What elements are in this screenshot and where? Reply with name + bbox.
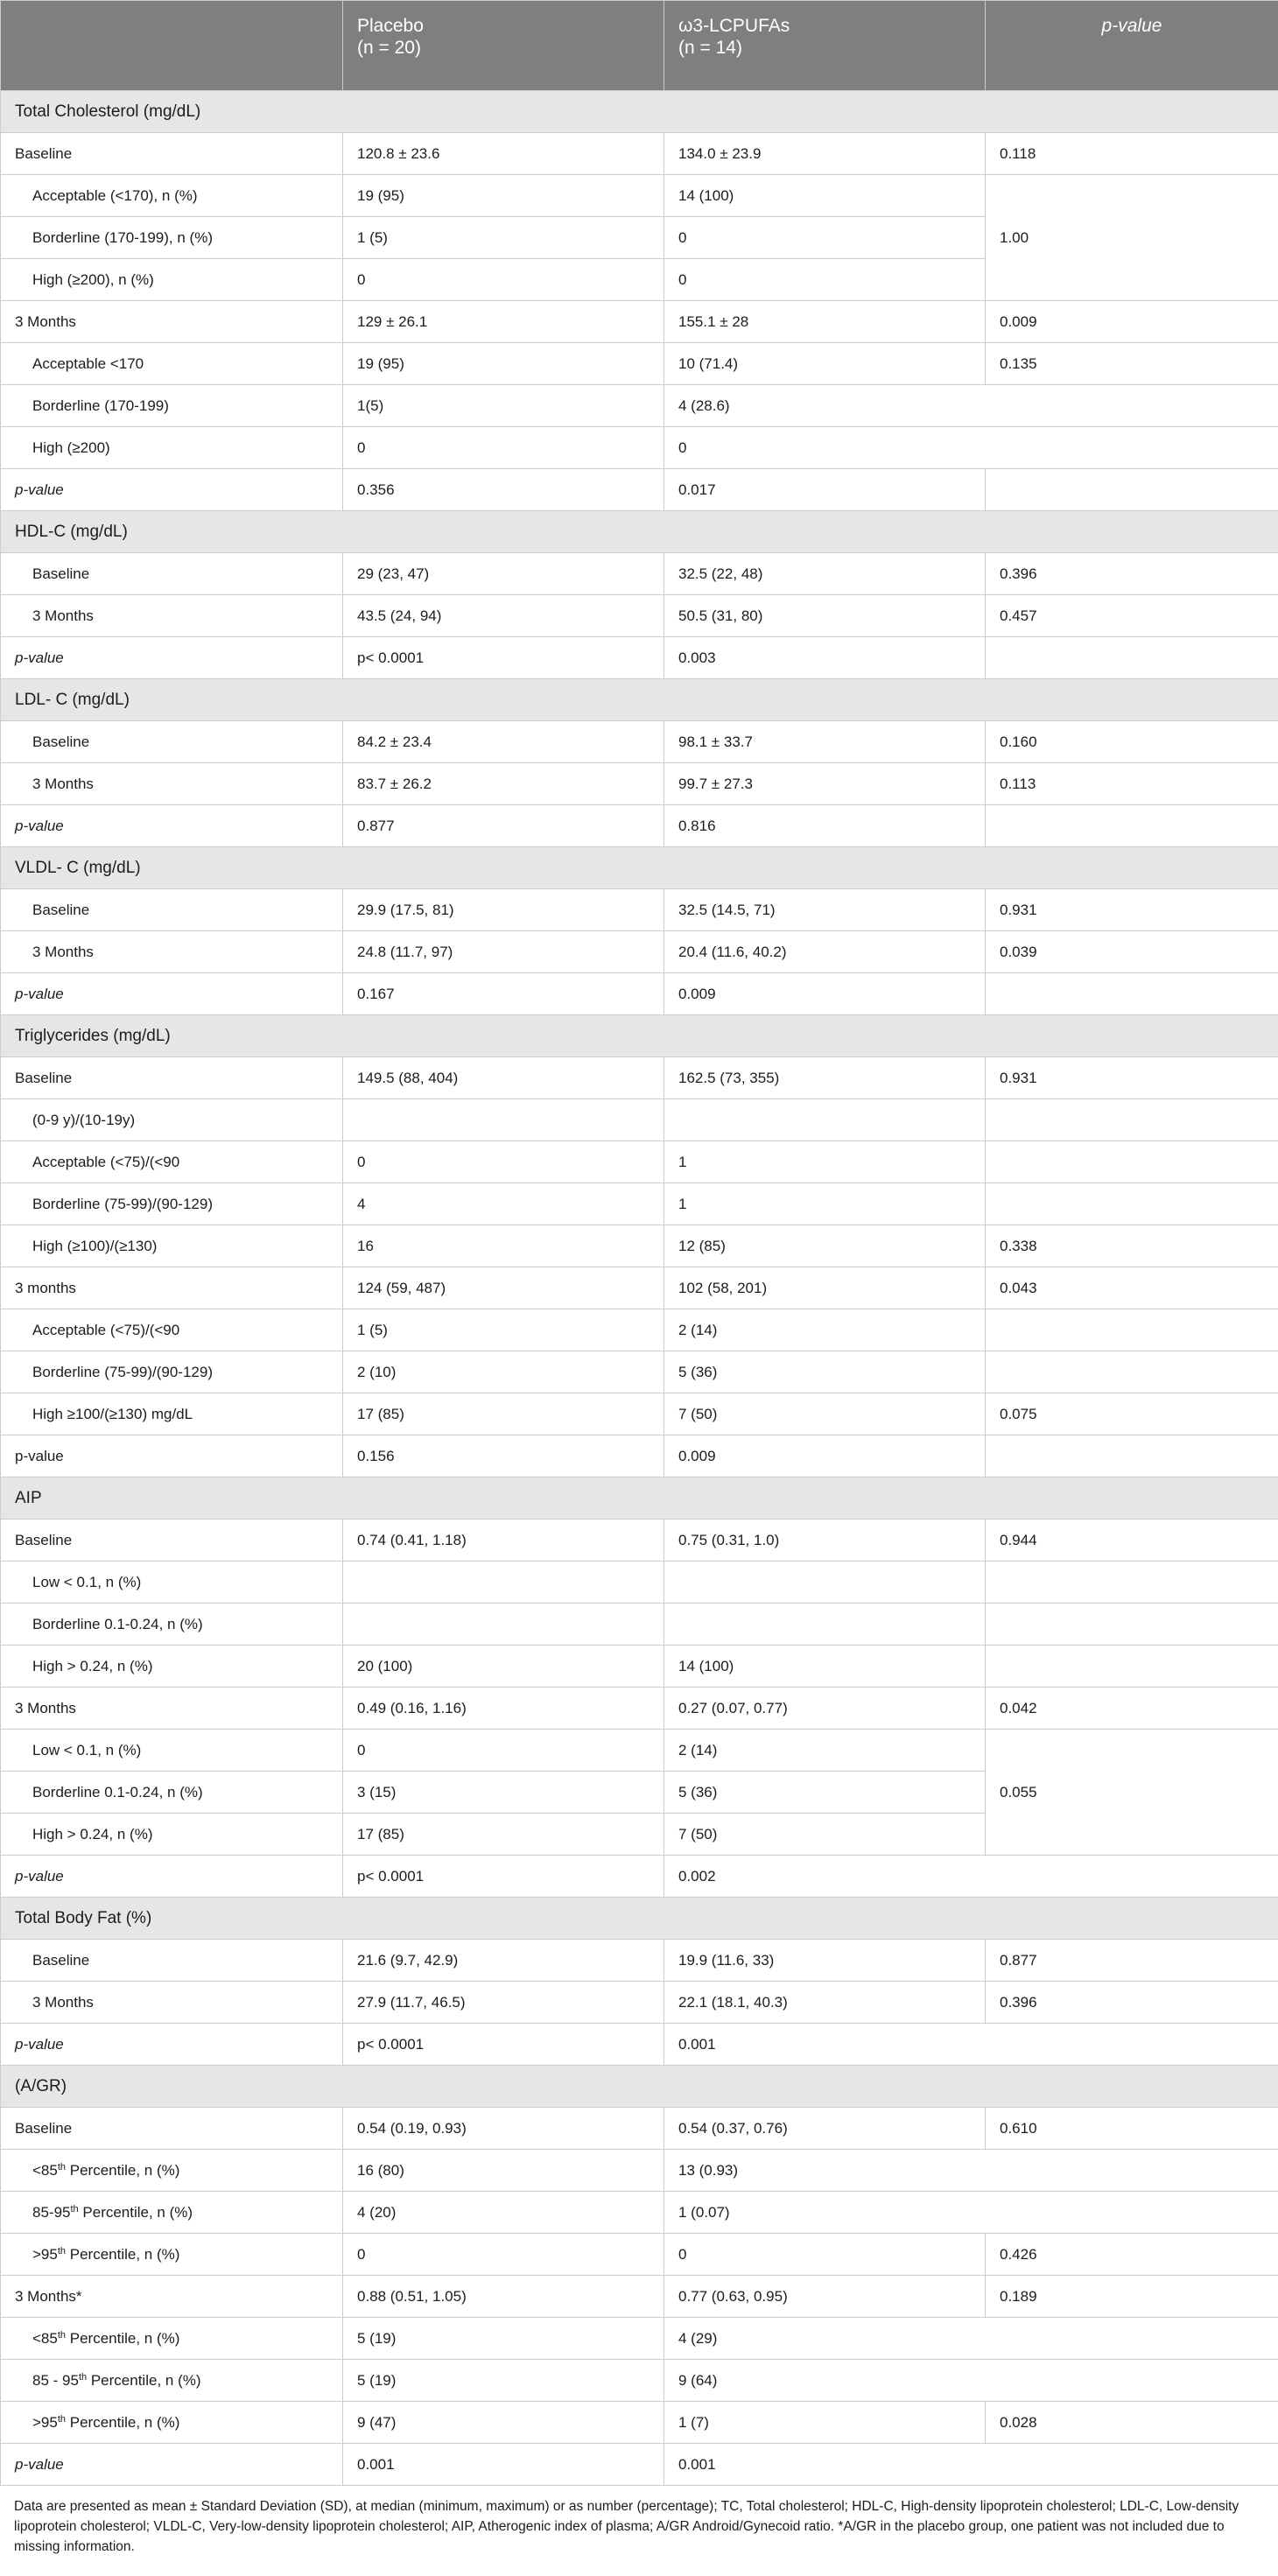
- label-part: >95: [32, 2413, 58, 2431]
- row-label: [1, 2360, 343, 2402]
- omega-cell: 50.5 (31, 80): [664, 595, 986, 637]
- row-label: [1, 2150, 343, 2192]
- placebo-cell: 1 (5): [343, 217, 664, 259]
- placebo-cell: 0.167: [343, 973, 664, 1015]
- table-row: [1, 1351, 1278, 1393]
- header-p-value: p-value: [986, 1, 1278, 91]
- placebo-cell: 9 (47): [343, 2402, 664, 2444]
- placebo-cell: 24.8 (11.7, 97): [343, 931, 664, 973]
- placebo-cell: 17 (85): [343, 1393, 664, 1435]
- p-value-cell: 0.135: [986, 343, 1278, 385]
- omega-cell: 22.1 (18.1, 40.3): [664, 1982, 986, 2024]
- omega-cell: [664, 1604, 986, 1646]
- table-row: [1, 2192, 1278, 2234]
- placebo-cell: 27.9 (11.7, 46.5): [343, 1982, 664, 2024]
- placebo-cell: 0.156: [343, 1435, 664, 1478]
- row-label: p-value: [1, 469, 343, 511]
- label-superscript: th: [57, 2413, 67, 2425]
- omega-cell: 134.0 ± 23.9: [664, 133, 986, 175]
- table-row: [1, 1435, 1278, 1478]
- p-value-cell: [986, 1435, 1278, 1478]
- omega-cell: 0.009: [664, 1435, 986, 1478]
- table-row: [1, 1309, 1278, 1351]
- row-label: Acceptable (<75)/(<90: [1, 1141, 343, 1183]
- row-label: 3 months: [1, 1267, 343, 1309]
- omega-cell: 12 (85): [664, 1225, 986, 1267]
- placebo-cell: 0.356: [343, 469, 664, 511]
- label-part: Percentile, n (%): [66, 2413, 180, 2431]
- table-row: [1, 175, 1278, 217]
- placebo-cell: 16: [343, 1225, 664, 1267]
- p-value-cell: [986, 1183, 1278, 1225]
- row-label: Baseline: [1, 2108, 343, 2150]
- placebo-cell: [343, 1099, 664, 1141]
- table-row: [1, 343, 1278, 385]
- table-row: [1, 301, 1278, 343]
- header-variable: [1, 1, 343, 91]
- table-row: [1, 805, 1278, 847]
- section-title: Triglycerides (mg/dL): [1, 1015, 1278, 1057]
- table-row: [1, 2276, 1278, 2318]
- row-label: Borderline (75-99)/(90-129): [1, 1183, 343, 1225]
- omega-cell: 5 (36): [664, 1351, 986, 1393]
- omega-cell: 102 (58, 201): [664, 1267, 986, 1309]
- placebo-cell: 84.2 ± 23.4: [343, 721, 664, 763]
- placebo-cell: p< 0.0001: [343, 1856, 664, 1898]
- placebo-cell: 21.6 (9.7, 42.9): [343, 1940, 664, 1982]
- placebo-cell: p< 0.0001: [343, 637, 664, 679]
- table-row: [1, 1225, 1278, 1267]
- table-row: [1, 763, 1278, 805]
- row-label: 3 Months: [1, 301, 343, 343]
- p-value-cell: 0.009: [986, 301, 1278, 343]
- placebo-cell: 1(5): [343, 385, 664, 427]
- placebo-cell: 0: [343, 259, 664, 301]
- table-row: [1, 385, 1278, 427]
- table-row: [1, 889, 1278, 931]
- row-label: [1, 2318, 343, 2360]
- omega-cell: 155.1 ± 28: [664, 301, 986, 343]
- header-placebo: [343, 1, 664, 91]
- row-label: Acceptable (<75)/(<90: [1, 1309, 343, 1351]
- placebo-cell: [343, 1562, 664, 1604]
- p-value-cell: [986, 637, 1278, 679]
- table-footnote: Data are presented as mean ± Standard Deviation (SD), at median (minimum, maximum) or as number (percentage); TC, Total cholesterol; HDL-C, High-density lipoprotein cholesterol; LDL-C, Low-density lipoprotein cholesterol; VLDL-C, Very-low-density lipoprotein cholesterol; AIP, Atherogenic index of plasma; A/GR Android/Gynecoid ratio. *A/GR in the placebo group, one patient was not included due to missing information.: [14, 2499, 1239, 2554]
- section-title: HDL-C (mg/dL): [1, 511, 1278, 553]
- row-label: [1, 2192, 343, 2234]
- omega-cell: 14 (100): [664, 175, 986, 217]
- table-row: [1, 2360, 1278, 2402]
- p-value-cell: [986, 1604, 1278, 1646]
- row-label: High (≥200): [1, 427, 343, 469]
- placebo-cell: 4 (20): [343, 2192, 664, 2234]
- placebo-cell: 0.74 (0.41, 1.18): [343, 1520, 664, 1562]
- omega-cell: 32.5 (14.5, 71): [664, 889, 986, 931]
- p-value-cell: 0.931: [986, 889, 1278, 931]
- omega-cell: 10 (71.4): [664, 343, 986, 385]
- row-label: Baseline: [1, 1520, 343, 1562]
- row-label: Borderline 0.1-0.24, n (%): [1, 1772, 343, 1814]
- section-title: Total Cholesterol (mg/dL): [1, 91, 1278, 133]
- row-label: High ≥100/(≥130) mg/dL: [1, 1393, 343, 1435]
- row-label: 3 Months*: [1, 2276, 343, 2318]
- omega-cell: 5 (36): [664, 1772, 986, 1814]
- table-row: [1, 1057, 1278, 1099]
- placebo-cell: 29.9 (17.5, 81): [343, 889, 664, 931]
- p-value-cell: [986, 1351, 1278, 1393]
- label-superscript: th: [78, 2371, 88, 2383]
- placebo-cell: 19 (95): [343, 175, 664, 217]
- table-row: [1, 595, 1278, 637]
- omega-cell: 0.001: [664, 2444, 1278, 2486]
- label-part: Percentile, n (%): [66, 2161, 180, 2179]
- placebo-cell: 0: [343, 2234, 664, 2276]
- placebo-cell: 19 (95): [343, 343, 664, 385]
- placebo-cell: 43.5 (24, 94): [343, 595, 664, 637]
- section-header-row: [1, 1478, 1278, 1520]
- omega-cell: 7 (50): [664, 1393, 986, 1435]
- label-part: <85: [32, 2161, 58, 2179]
- label-part: Percentile, n (%): [78, 2203, 193, 2221]
- row-label: Baseline: [1, 1057, 343, 1099]
- omega-cell: 9 (64): [664, 2360, 1278, 2402]
- section-title: VLDL- C (mg/dL): [1, 847, 1278, 889]
- p-value-cell: [986, 1309, 1278, 1351]
- row-label: Borderline (75-99)/(90-129): [1, 1351, 343, 1393]
- p-value-cell: 0.160: [986, 721, 1278, 763]
- table-row: [1, 2108, 1278, 2150]
- section-header-row: [1, 511, 1278, 553]
- placebo-cell: 0.877: [343, 805, 664, 847]
- section-header-row: [1, 91, 1278, 133]
- table-row: [1, 931, 1278, 973]
- placebo-cell: 0: [343, 427, 664, 469]
- p-value-cell: [986, 805, 1278, 847]
- label-superscript: th: [57, 2329, 67, 2341]
- omega-cell: 32.5 (22, 48): [664, 553, 986, 595]
- table-row: [1, 2150, 1278, 2192]
- omega-cell: 19.9 (11.6, 33): [664, 1940, 986, 1982]
- placebo-cell: 16 (80): [343, 2150, 664, 2192]
- placebo-cell: [343, 1604, 664, 1646]
- row-label: p-value: [1, 805, 343, 847]
- table-row: [1, 427, 1278, 469]
- section-title: AIP: [1, 1478, 1278, 1520]
- omega-cell: 0: [664, 2234, 986, 2276]
- p-value-cell: 0.877: [986, 1940, 1278, 1982]
- header-placebo-n: (n = 20): [357, 38, 421, 58]
- row-label: p-value: [1, 973, 343, 1015]
- table-row: [1, 2444, 1278, 2486]
- table-row: [1, 2402, 1278, 2444]
- label-part: >95: [32, 2245, 58, 2263]
- p-value-cell: 0.396: [986, 553, 1278, 595]
- omega-cell: 0.009: [664, 973, 986, 1015]
- p-value-cell: 0.338: [986, 1225, 1278, 1267]
- p-value-cell: [986, 973, 1278, 1015]
- omega-cell: 0: [664, 427, 1278, 469]
- table-row: [1, 1730, 1278, 1772]
- row-label: High > 0.24, n (%): [1, 1646, 343, 1688]
- row-label: Low < 0.1, n (%): [1, 1730, 343, 1772]
- header-omega-n: (n = 14): [678, 38, 742, 58]
- row-label: Baseline: [1, 133, 343, 175]
- omega-cell: 0.816: [664, 805, 986, 847]
- omega-cell: 0: [664, 259, 986, 301]
- omega-cell: 1: [664, 1183, 986, 1225]
- header-placebo-name: Placebo: [357, 16, 424, 36]
- row-label: Acceptable <170: [1, 343, 343, 385]
- p-value-cell: [986, 1099, 1278, 1141]
- row-label: Borderline (170-199), n (%): [1, 217, 343, 259]
- table-row: [1, 2318, 1278, 2360]
- placebo-cell: 0.001: [343, 2444, 664, 2486]
- p-value-cell: 0.113: [986, 763, 1278, 805]
- section-header-row: [1, 2066, 1278, 2108]
- omega-cell: 1 (7): [664, 2402, 986, 2444]
- placebo-cell: 0: [343, 1730, 664, 1772]
- section-header-row: [1, 1015, 1278, 1057]
- row-label: p-value: [1, 637, 343, 679]
- label-part: Percentile, n (%): [87, 2371, 201, 2389]
- label-superscript: th: [57, 2245, 67, 2257]
- table-row: [1, 1604, 1278, 1646]
- header-omega-name: ω3-LCPUFAs: [678, 16, 790, 36]
- row-label: Baseline: [1, 889, 343, 931]
- table-row: [1, 1982, 1278, 2024]
- placebo-cell: 0: [343, 1141, 664, 1183]
- table-row: [1, 553, 1278, 595]
- p-value-cell: 0.075: [986, 1393, 1278, 1435]
- p-value-cell: [986, 1562, 1278, 1604]
- table-row: [1, 1856, 1278, 1898]
- p-value-cell: [986, 1646, 1278, 1688]
- row-label: High > 0.24, n (%): [1, 1814, 343, 1856]
- placebo-cell: 29 (23, 47): [343, 553, 664, 595]
- table-row: [1, 1393, 1278, 1435]
- row-label: p-value: [1, 2444, 343, 2486]
- header-omega: [664, 1, 986, 91]
- row-label: Borderline 0.1-0.24, n (%): [1, 1604, 343, 1646]
- table-row: [1, 1940, 1278, 1982]
- omega-cell: 4 (28.6): [664, 385, 1278, 427]
- p-value-cell: 0.457: [986, 595, 1278, 637]
- placebo-cell: 149.5 (88, 404): [343, 1057, 664, 1099]
- label-part: Percentile, n (%): [66, 2329, 180, 2347]
- p-value-cell: 0.028: [986, 2402, 1278, 2444]
- row-label: Acceptable (<170), n (%): [1, 175, 343, 217]
- placebo-cell: 5 (19): [343, 2318, 664, 2360]
- p-value-cell: 0.042: [986, 1688, 1278, 1730]
- label-part: 85 - 95: [32, 2371, 79, 2389]
- placebo-cell: 124 (59, 487): [343, 1267, 664, 1309]
- omega-cell: [664, 1099, 986, 1141]
- omega-cell: 0.002: [664, 1856, 1278, 1898]
- row-label: High (≥200), n (%): [1, 259, 343, 301]
- table-row: [1, 1646, 1278, 1688]
- table-row: [1, 469, 1278, 511]
- table-row: [1, 1688, 1278, 1730]
- placebo-cell: 4: [343, 1183, 664, 1225]
- p-value-cell: 0.610: [986, 2108, 1278, 2150]
- section-title: LDL- C (mg/dL): [1, 679, 1278, 721]
- table-row: [1, 1520, 1278, 1562]
- p-value-cell: 0.396: [986, 1982, 1278, 2024]
- label-part: <85: [32, 2329, 58, 2347]
- row-label: [1, 2234, 343, 2276]
- table-row: [1, 637, 1278, 679]
- table-row: [1, 1141, 1278, 1183]
- omega-cell: 0: [664, 217, 986, 259]
- row-label: High (≥100)/(≥130): [1, 1225, 343, 1267]
- label-superscript: th: [57, 2161, 67, 2172]
- table-row: [1, 973, 1278, 1015]
- section-title: (A/GR): [1, 2066, 1278, 2108]
- p-value-cell: 1.00: [986, 175, 1278, 301]
- omega-cell: 13 (0.93): [664, 2150, 1278, 2192]
- placebo-cell: 0.88 (0.51, 1.05): [343, 2276, 664, 2318]
- table-row: [1, 2234, 1278, 2276]
- omega-cell: 4 (29): [664, 2318, 1278, 2360]
- placebo-cell: 3 (15): [343, 1772, 664, 1814]
- row-label: [1, 2402, 343, 2444]
- table-row: [1, 1562, 1278, 1604]
- row-label: Low < 0.1, n (%): [1, 1562, 343, 1604]
- section-header-row: [1, 679, 1278, 721]
- table-row: [1, 133, 1278, 175]
- table-header: [1, 1, 1278, 91]
- row-label: Baseline: [1, 721, 343, 763]
- row-label: Baseline: [1, 553, 343, 595]
- placebo-cell: 129 ± 26.1: [343, 301, 664, 343]
- placebo-cell: 1 (5): [343, 1309, 664, 1351]
- omega-cell: 162.5 (73, 355): [664, 1057, 986, 1099]
- omega-cell: 0.75 (0.31, 1.0): [664, 1520, 986, 1562]
- omega-cell: 7 (50): [664, 1814, 986, 1856]
- p-value-cell: 0.055: [986, 1730, 1278, 1856]
- row-label: p-value: [1, 2024, 343, 2066]
- p-value-cell: [986, 1141, 1278, 1183]
- placebo-cell: 0.49 (0.16, 1.16): [343, 1688, 664, 1730]
- section-title: Total Body Fat (%): [1, 1898, 1278, 1940]
- omega-cell: 1: [664, 1141, 986, 1183]
- p-value-cell: 0.043: [986, 1267, 1278, 1309]
- omega-cell: 0.27 (0.07, 0.77): [664, 1688, 986, 1730]
- omega-cell: 98.1 ± 33.7: [664, 721, 986, 763]
- label-part: Percentile, n (%): [66, 2245, 180, 2263]
- omega-cell: 0.017: [664, 469, 986, 511]
- row-label: 3 Months: [1, 1688, 343, 1730]
- table-row: [1, 2024, 1278, 2066]
- table-row: [1, 1267, 1278, 1309]
- row-label: p-value: [1, 1856, 343, 1898]
- row-label: 3 Months: [1, 595, 343, 637]
- placebo-cell: 20 (100): [343, 1646, 664, 1688]
- table-row: [1, 1099, 1278, 1141]
- omega-cell: 0.77 (0.63, 0.95): [664, 2276, 986, 2318]
- omega-cell: 0.001: [664, 2024, 1278, 2066]
- omega-cell: 0.003: [664, 637, 986, 679]
- placebo-cell: 0.54 (0.19, 0.93): [343, 2108, 664, 2150]
- omega-cell: 20.4 (11.6, 40.2): [664, 931, 986, 973]
- placebo-cell: 120.8 ± 23.6: [343, 133, 664, 175]
- row-label: 3 Months: [1, 763, 343, 805]
- p-value-cell: 0.931: [986, 1057, 1278, 1099]
- section-header-row: [1, 1898, 1278, 1940]
- placebo-cell: 17 (85): [343, 1814, 664, 1856]
- label-part: 85-95: [32, 2203, 71, 2221]
- row-label: 3 Months: [1, 931, 343, 973]
- omega-cell: 2 (14): [664, 1730, 986, 1772]
- placebo-cell: 2 (10): [343, 1351, 664, 1393]
- row-label: p-value: [1, 1435, 343, 1478]
- row-label: (0-9 y)/(10-19y): [1, 1099, 343, 1141]
- omega-cell: 2 (14): [664, 1309, 986, 1351]
- p-value-cell: 0.426: [986, 2234, 1278, 2276]
- table-row: [1, 721, 1278, 763]
- p-value-cell: 0.039: [986, 931, 1278, 973]
- row-label: Baseline: [1, 1940, 343, 1982]
- p-value-cell: 0.189: [986, 2276, 1278, 2318]
- row-label: Borderline (170-199): [1, 385, 343, 427]
- omega-cell: 0.54 (0.37, 0.76): [664, 2108, 986, 2150]
- p-value-cell: 0.944: [986, 1520, 1278, 1562]
- omega-cell: 99.7 ± 27.3: [664, 763, 986, 805]
- placebo-cell: p< 0.0001: [343, 2024, 664, 2066]
- row-label: 3 Months: [1, 1982, 343, 2024]
- placebo-cell: 83.7 ± 26.2: [343, 763, 664, 805]
- omega-cell: 14 (100): [664, 1646, 986, 1688]
- label-superscript: th: [70, 2203, 79, 2215]
- omega-cell: 1 (0.07): [664, 2192, 1278, 2234]
- table-row: [1, 1183, 1278, 1225]
- placebo-cell: 5 (19): [343, 2360, 664, 2402]
- omega-cell: [664, 1562, 986, 1604]
- section-header-row: [1, 847, 1278, 889]
- p-value-cell: [986, 469, 1278, 511]
- p-value-cell: 0.118: [986, 133, 1278, 175]
